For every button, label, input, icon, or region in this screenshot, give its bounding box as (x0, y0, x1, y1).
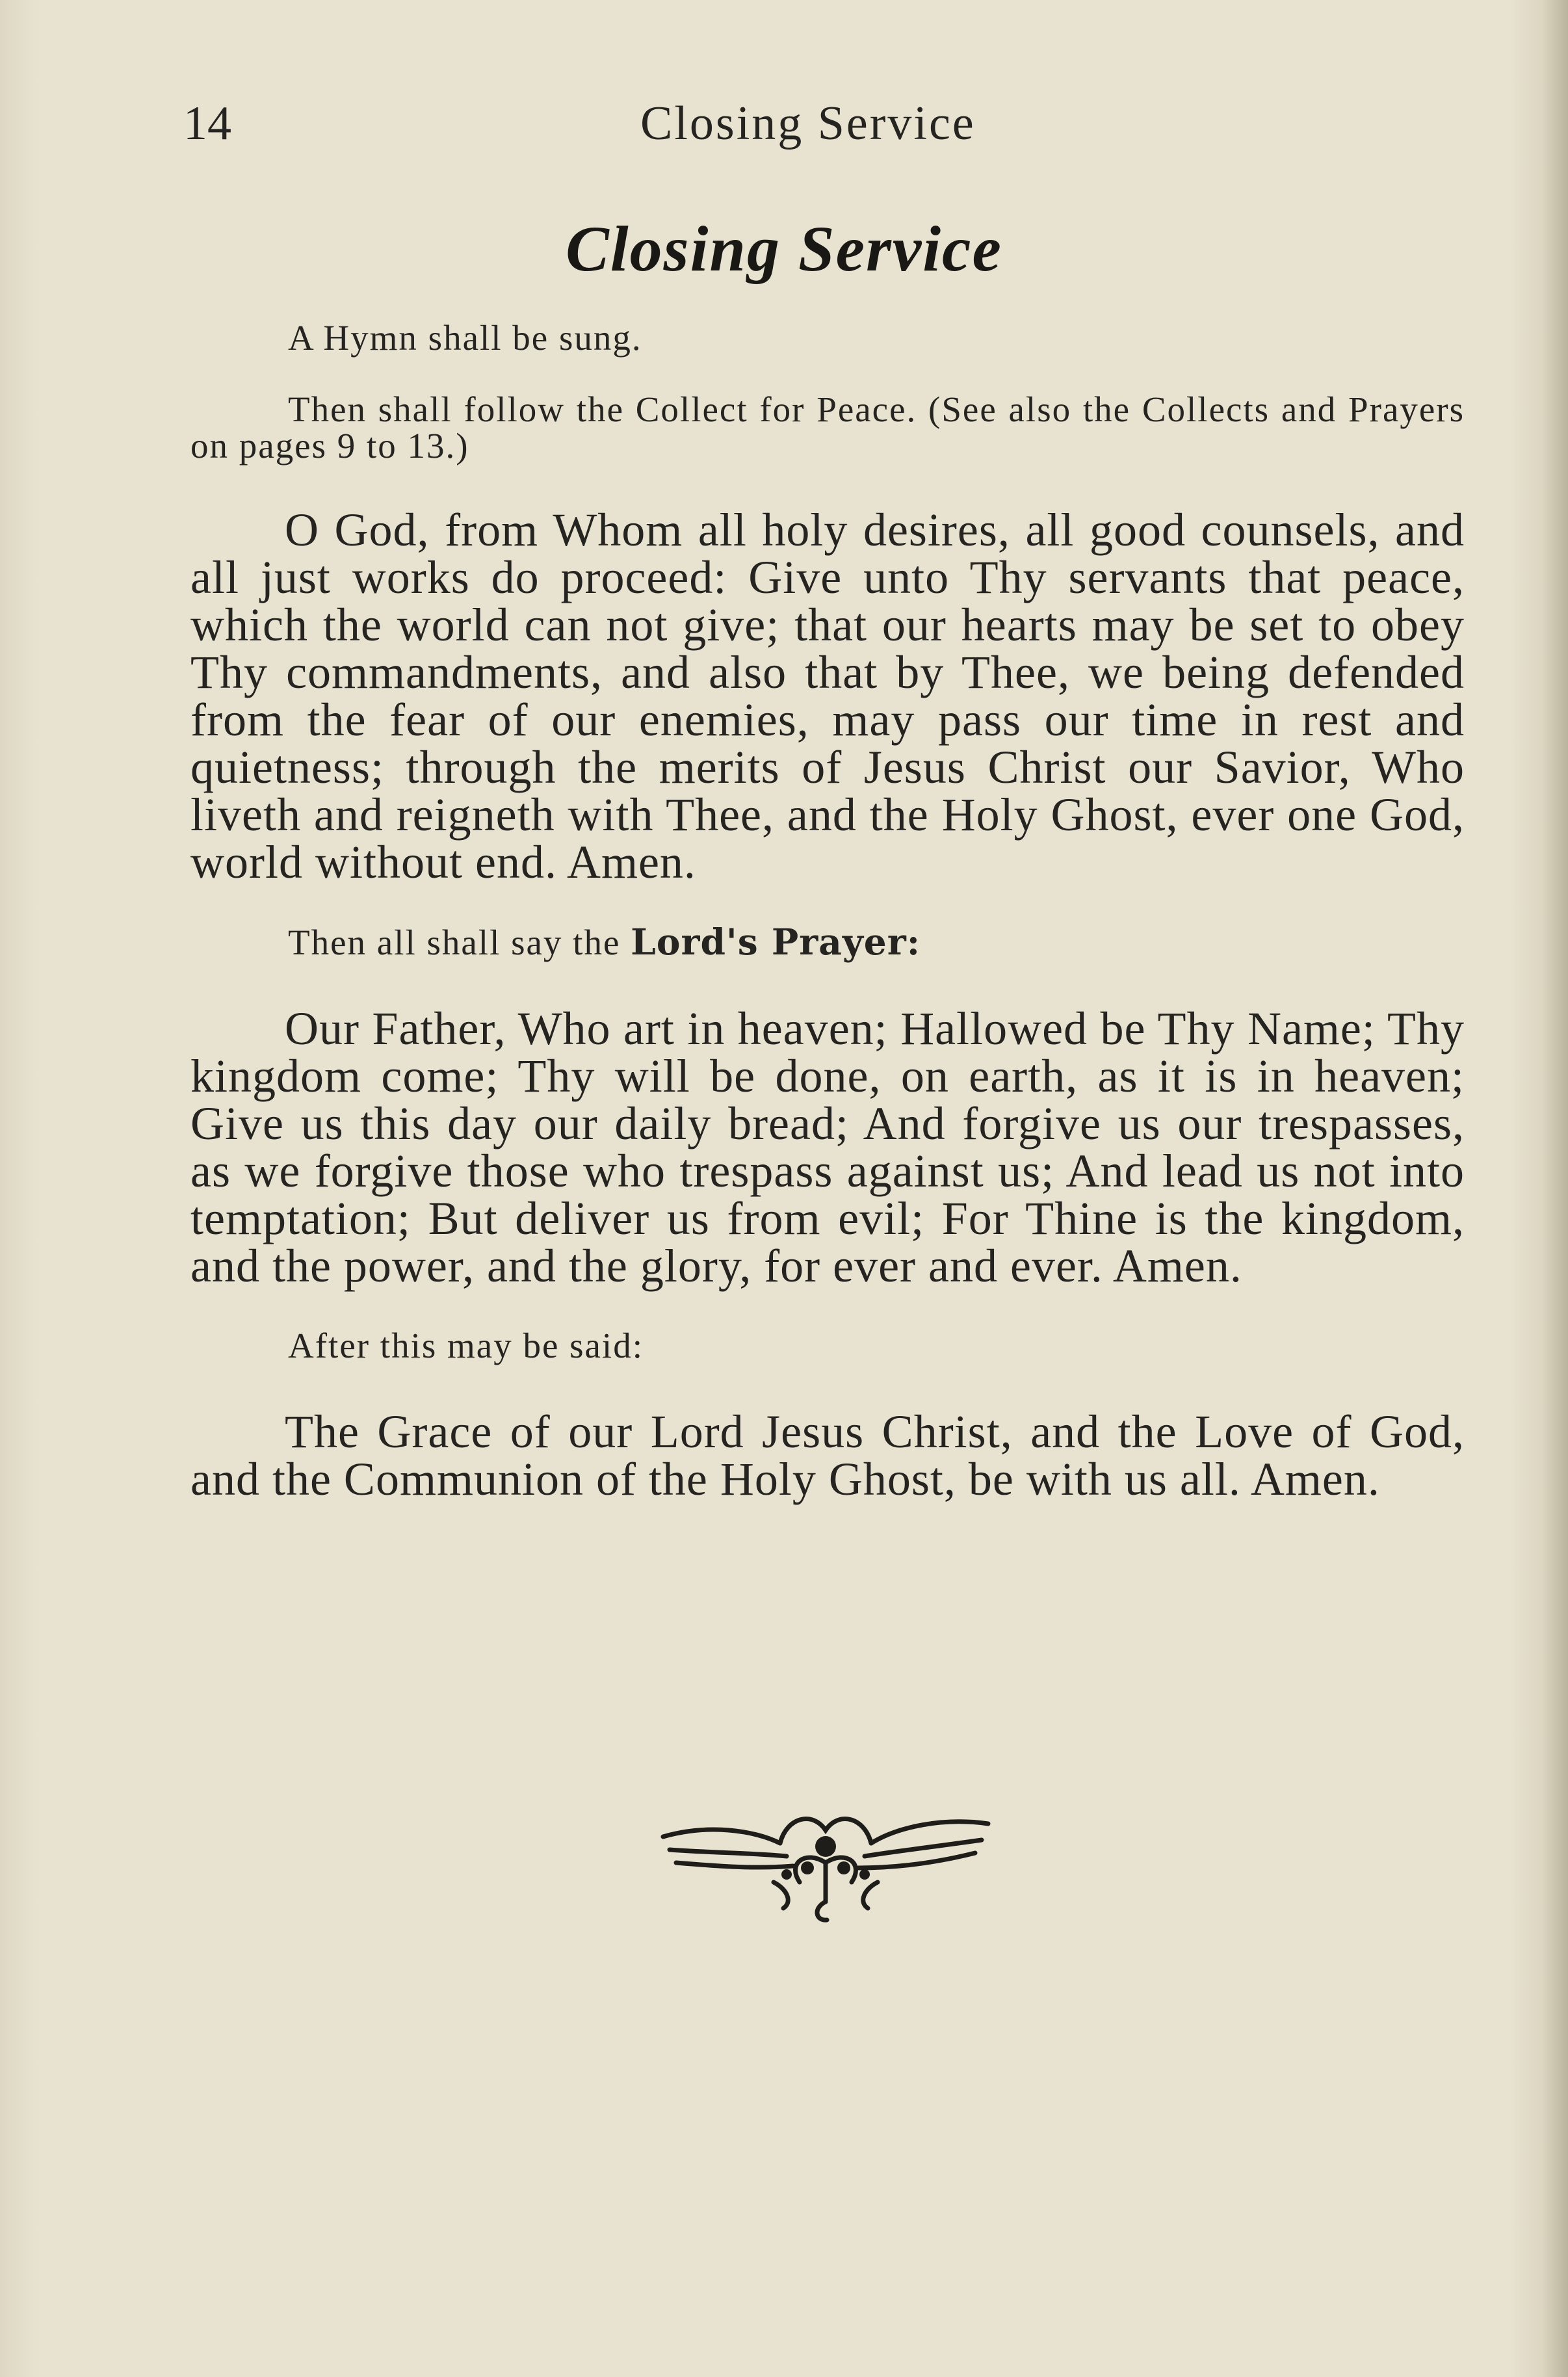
page-title: Closing Service (566, 213, 1002, 285)
page-number: 14 (183, 97, 231, 150)
lords-prayer-rubric-prefix: Then all shall say the (288, 923, 631, 962)
collect-for-peace: O God, from Whom all holy desires, all good counsels, and all just works do proceed: Give unto Thy servants that peace, which the world can not give; that our hearts may be set to obey Thy commandments, and also that by Thee, we being defended from the fear of our enemies, may pass our time in rest and quietness; through the merits of Jesus Christ our Savior, Who liveth and reigneth with Thee, and the Holy Ghost, ever one God, world without end. Amen. (190, 504, 1465, 888)
grace-prayer: The Grace of our Lord Jesus Christ, and the Love of God, and the Communion of the Holy Ghost, be with us all. Amen. (190, 1406, 1465, 1505)
grace-rubric: After this may be said: (288, 1326, 644, 1365)
lords-prayer-rubric (190, 921, 1465, 963)
page-content (190, 312, 1465, 1503)
running-head (0, 91, 1568, 156)
lords-prayer-rubric-term: Lord's Prayer: (631, 921, 921, 963)
floral-ornament-icon (657, 1791, 995, 1934)
hymn-rubric: A Hymn shall be sung. (288, 318, 642, 358)
lords-prayer: Our Father, Who art in heaven; Hallowed be Thy Name; Thy kingdom come; Thy will be done, on earth, as it is in heaven; Give us this day our daily bread; And forgive us our trespasses, as we forgive those who trespass against us; And lead us not into temptation; But deliver us from evil; For Thine is the kingdom, and the power, and the glory, for ever and ever. Amen. (190, 1003, 1465, 1292)
running-title: Closing Service (640, 97, 976, 150)
collect-rubric: Then shall follow the Collect for Peace. (See also the Collects and Prayers on pages 9 to 13.) (190, 389, 1465, 466)
